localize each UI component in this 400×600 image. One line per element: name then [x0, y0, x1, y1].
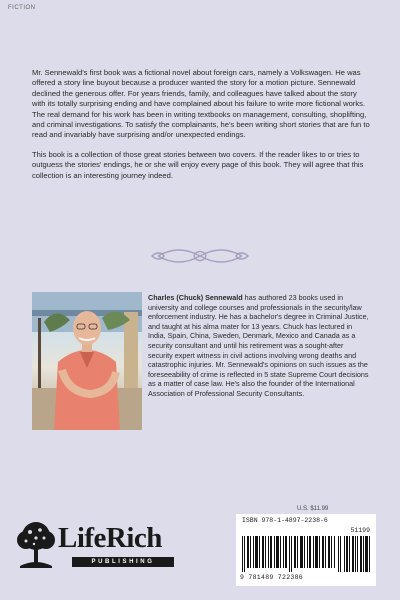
barcode-digits: 9 781489 722386: [240, 574, 304, 581]
price-code: 51199: [350, 527, 370, 534]
author-name: Charles (Chuck) Sennewald: [148, 293, 243, 302]
decorative-flourish: [148, 244, 252, 268]
blurb-paragraph-2: This book is a collection of those great stories between two covers. If the reader likes to or tries to outguess the stories' endings, he or she will enjoy every page of this book. They will agree that this collection is an interesting journey indeed.: [32, 149, 364, 180]
author-bio: [32, 293, 370, 433]
back-cover-blurb: [32, 68, 372, 190]
author-bio-text: has authored 23 books used in university and college courses and professionals in the security/law enforcement industry. He has a bachelor's degree in Criminal Justice, and taught at his alma mater for 13 years. Chuck has lectured in India, Spain, China, Sweden, Denmark, Mexico and Canada as a security consultant and until his retirement was a sought-after security expert witness in civil actions involving wrong deaths and catastrophic injuries. Mr. Sennewald's opinions on such issues as the foreseeability of crime is reflected in 5 state Supreme Court decisions as a matter of case law. He's also the founder of the International Association of Professional Security Consultants.: [148, 293, 369, 398]
barcode-bars: [242, 528, 342, 572]
genre-label: FICTION: [8, 5, 36, 11]
tree-logo-icon: [14, 520, 58, 572]
price-addon-bars: [344, 536, 372, 572]
blurb-paragraph-1: Mr. Sennewald's first book was a fictional novel about foreign cars, namely a Volkswagen. He was offered a story line buyout because a producer wanted the story for a motion picture. Sennewald declined the generous offer. For years friends, family, and colleagues have talked about the story with its totally surprising ending and have complained about his failure to write more fictional works. The real demand for his work has been in writing textbooks on management, consulting, shoplifting, and criminal investigations. To satisfy the complainants, he's been writing short stories that are fun to read and invariably have surprising and/or unexpected endings.: [32, 68, 370, 140]
publisher-subtitle: PUBLISHING: [72, 557, 174, 567]
publisher-logo: [14, 520, 184, 572]
isbn-text: ISBN 978-1-4897-2238-6: [242, 517, 328, 524]
price-label: U.S. $11.99: [297, 506, 329, 512]
isbn-barcode: [236, 514, 376, 586]
publisher-name: LifeRich: [58, 522, 162, 554]
